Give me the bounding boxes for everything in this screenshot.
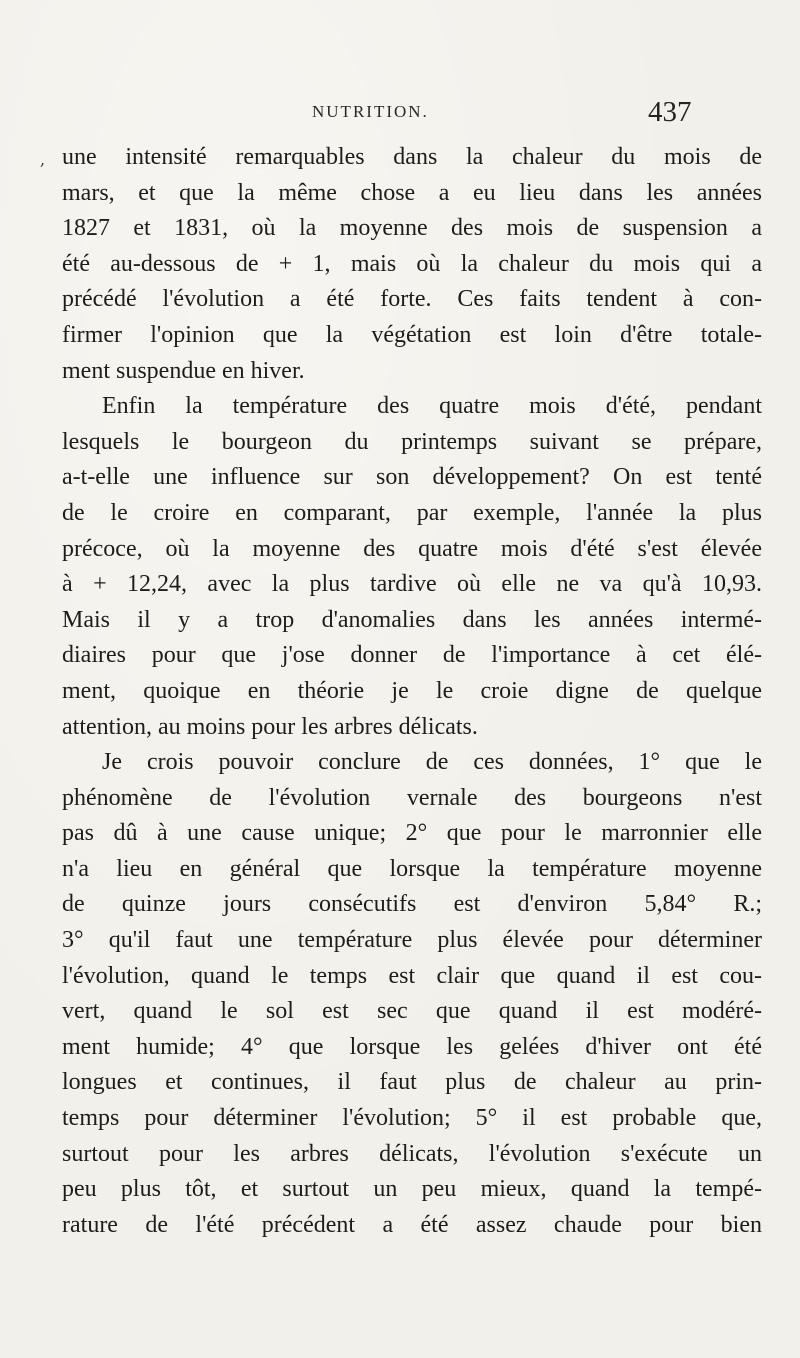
text-line: peu plus tôt, et surtout un peu mieux, quand la tempé- xyxy=(62,1176,762,1203)
text-line: n'a lieu en général que lorsque la température moyenne xyxy=(62,855,762,882)
text-line: l'évolution, quand le temps est clair que quand il est cou- xyxy=(62,962,762,989)
running-title: NUTRITION. xyxy=(312,102,429,121)
text-line: à + 12,24, avec la plus tardive où elle ne va qu'à 10,93. xyxy=(62,571,762,598)
text-line: de le croire en comparant, par exemple, l'année la plus xyxy=(62,499,762,526)
text-line: une intensité remarquables dans la chaleur du mois de xyxy=(62,144,762,170)
running-head xyxy=(0,96,800,136)
margin-mark: , xyxy=(40,150,46,169)
paragraph-end-line: attention, au moins pour les arbres délicats. xyxy=(62,713,478,740)
text-line: rature de l'été précédent a été assez chaude pour bien xyxy=(62,1211,762,1238)
text-line: vert, quand le sol est sec que quand il est modéré- xyxy=(62,998,762,1025)
paragraph-end-line: ment suspendue en hiver. xyxy=(62,357,305,384)
text-line: phénomène de l'évolution vernale des bourgeons n'est xyxy=(62,784,762,811)
page-number: 437 xyxy=(648,96,692,128)
text-line: précédé l'évolution a été forte. Ces faits tendent à con- xyxy=(62,286,762,313)
text-line: a-t-elle une influence sur son développement? On est tenté xyxy=(62,464,762,491)
text-line: ment, quoique en théorie je le croie digne de quelque xyxy=(62,677,762,704)
text-line: pas dû à une cause unique; 2° que pour le marronnier elle xyxy=(62,820,762,847)
text-line: temps pour déterminer l'évolution; 5° il est probable que, xyxy=(62,1105,762,1132)
text-line: longues et continues, il faut plus de chaleur au prin- xyxy=(62,1069,762,1096)
text-line: 3° qu'il faut une température plus élevée pour déterminer xyxy=(62,927,762,954)
paragraph-start-line: Enfin la température des quatre mois d'été, pendant xyxy=(102,393,762,420)
text-line: Mais il y a trop d'anomalies dans les années intermé- xyxy=(62,606,762,633)
paragraph-start-line: Je crois pouvoir conclure de ces données, 1° que le xyxy=(102,749,762,776)
text-line: de quinze jours consécutifs est d'environ 5,84° R.; xyxy=(62,891,762,918)
text-line: lesquels le bourgeon du printemps suivant se prépare, xyxy=(62,428,762,455)
text-line: ment humide; 4° que lorsque les gelées d'hiver ont été xyxy=(62,1033,762,1060)
text-line: diaires pour que j'ose donner de l'importance à cet élé- xyxy=(62,642,762,669)
text-line: mars, et que la même chose a eu lieu dans les années xyxy=(62,179,762,206)
text-line: firmer l'opinion que la végétation est loin d'être totale- xyxy=(62,321,762,348)
text-line: été au-dessous de + 1, mais où la chaleur du mois qui a xyxy=(62,250,762,277)
body-text xyxy=(62,140,762,1243)
text-line: surtout pour les arbres délicats, l'évolution s'exécute un xyxy=(62,1140,762,1167)
text-line: 1827 et 1831, où la moyenne des mois de suspension a xyxy=(62,215,762,242)
text-line: précoce, où la moyenne des quatre mois d'été s'est élevée xyxy=(62,535,762,562)
